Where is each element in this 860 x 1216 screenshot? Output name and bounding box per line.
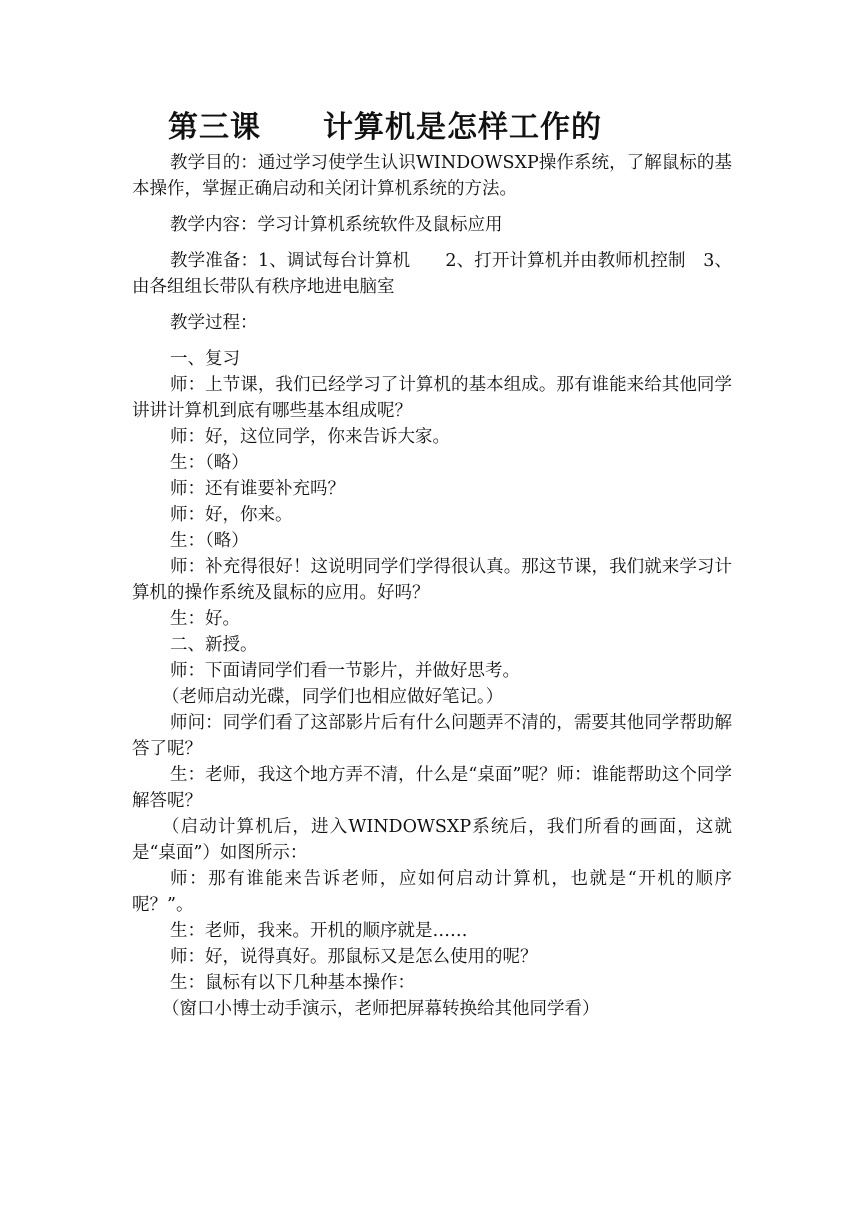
paragraph-content: 教学内容：学习计算机系统软件及鼠标应用 xyxy=(170,215,503,235)
dialogue-line: 师问：同学们看了这部影片后有什么问题弄不清的，需要其他同学帮助解答了呢？ xyxy=(132,713,732,759)
dialogue-line: 师：上节课，我们已经学习了计算机的基本组成。那有谁能来给其他同学讲讲计算机到底有哪些基本组成呢？ xyxy=(132,375,732,421)
dialogue-line: 师：还有谁要补充吗？ xyxy=(170,479,345,499)
dialogue-line: 生：鼠标有以下几种基本操作： xyxy=(170,973,415,993)
stage-direction: （老师启动光碟，同学们也相应做好笔记。） xyxy=(162,687,504,707)
section-heading-review: 一、复习 xyxy=(170,349,240,369)
lesson-title: 第三课 计算机是怎样工作的 xyxy=(168,110,602,145)
dialogue-line: 生：老师，我这个地方弄不清，什么是“桌面”呢？师：谁能帮助这个同学解答呢？ xyxy=(132,765,732,811)
dialogue-line: 师：补充得很好！这说明同学们学得很认真。那这节课，我们就来学习计算机的操作系统及鼠标的应用。好吗？ xyxy=(132,557,732,603)
paragraph-preparation: 教学准备：1、调试每台计算机 2、打开计算机并由教师机控制 3、由各组组长带队有秩序地进电脑室 xyxy=(132,251,732,297)
paragraph-objective: 教学目的：通过学习使学生认识WINDOWSXP操作系统，了解鼠标的基本操作，掌握正确启动和关闭计算机系统的方法。 xyxy=(132,153,732,199)
stage-direction: （启动计算机后，进入WINDOWSXP系统后，我们所看的画面，这就是“桌面”）如图所示： xyxy=(132,817,732,863)
lesson-body xyxy=(132,150,732,1022)
section-heading-new-lesson: 二、新授。 xyxy=(170,635,258,655)
dialogue-line: 师：好，你来。 xyxy=(170,505,293,525)
paragraph-process: 教学过程： xyxy=(170,313,258,333)
dialogue-line: 师：好，说得真好。那鼠标又是怎么使用的呢？ xyxy=(170,947,538,967)
dialogue-line: 生：老师，我来。开机的顺序就是…… xyxy=(170,921,468,941)
dialogue-line: 师：下面请同学们看一节影片，并做好思考。 xyxy=(170,661,520,681)
dialogue-line: 生：好。 xyxy=(170,609,240,629)
dialogue-line: 生：（略） xyxy=(170,531,249,551)
dialogue-line: 师：好，这位同学，你来告诉大家。 xyxy=(170,427,450,447)
dialogue-line: 师：那有谁能来告诉老师，应如何启动计算机，也就是“开机的顺序呢？”。 xyxy=(132,869,732,915)
stage-direction: （窗口小博士动手演示，老师把屏幕转换给其他同学看） xyxy=(162,999,600,1019)
dialogue-line: 生：（略） xyxy=(170,453,249,473)
